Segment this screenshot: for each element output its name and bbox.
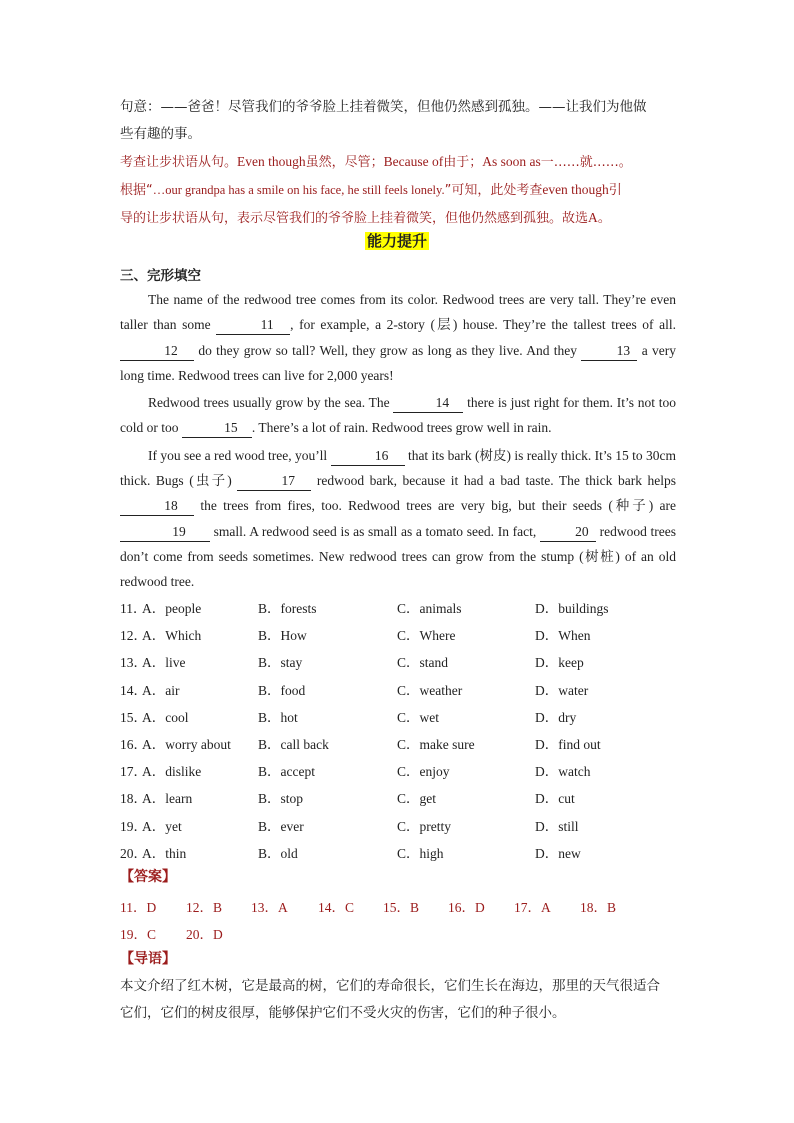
answer-item: 14．C: [318, 900, 355, 915]
option-a[interactable]: A．worry about: [142, 737, 231, 752]
option-row: [120, 787, 680, 809]
passage-text: redwood bark, because it had a bad taste. The thick bark helps: [311, 473, 676, 489]
blank-20: 20: [540, 523, 596, 542]
option-number: 19．: [120, 818, 147, 834]
explanation-text: 一……就……。: [540, 155, 632, 170]
explanation-text: 考查让步状语从句。: [120, 155, 238, 170]
passage-text: redwood trees don’t come from seeds sometimes. New redwood trees can grow from the stump (树桩) of an old redwood tree.: [120, 523, 676, 590]
translation-line: 些有趣的事。: [120, 126, 201, 142]
section-heading: [0, 230, 794, 251]
option-a[interactable]: A．dislike: [142, 764, 202, 780]
guide-text: [120, 973, 690, 1027]
option-row: [120, 815, 680, 837]
option-d[interactable]: D．watch: [535, 764, 591, 780]
cloze-passage: [120, 287, 676, 595]
blank-12: 12: [120, 342, 194, 361]
option-b[interactable]: B．old: [258, 845, 298, 861]
option-d[interactable]: D．buildings: [535, 601, 609, 616]
option-a[interactable]: A．people: [142, 601, 202, 616]
explanation-text: Even though: [237, 154, 306, 169]
passage-text: a very long time. Redwood trees can live for 2,000 years!: [120, 342, 676, 383]
translation-line: 句意：——爸爸！尽管我们的爷爷脸上挂着微笑，但他仍然感到孤独。——让我们为他做: [120, 99, 647, 115]
option-number: 13．: [120, 655, 147, 671]
option-d[interactable]: D．dry: [535, 709, 577, 725]
passage-text: do they grow so tall? Well, they grow as long as they live. And they: [194, 342, 582, 358]
option-d[interactable]: D．water: [535, 682, 589, 698]
option-c[interactable]: C．wet: [397, 709, 439, 725]
answer-item: 11．D: [120, 900, 157, 915]
passage-text: the trees from fires, too. Redwood trees are very big, but their seeds (种子) are: [194, 498, 676, 514]
answer-item: 18．B: [580, 900, 617, 915]
option-number: 14．: [120, 682, 147, 698]
option-number: 15．: [120, 709, 147, 725]
option-a[interactable]: A．cool: [142, 709, 189, 725]
explanation-text: 引: [608, 183, 622, 198]
explanation-text: A。: [588, 210, 612, 225]
blank-19: 19: [120, 523, 210, 542]
explanation-text: As soon as: [482, 154, 541, 169]
explanation-text: Because of: [383, 154, 444, 169]
explanation-text: even though: [542, 182, 609, 197]
passage-text: The name of the redwood tree comes from its color. Redwood trees are very tall. They’re even taller than some: [120, 292, 676, 333]
passage-text: If you see a red wood tree, you’ll: [148, 447, 331, 463]
option-c[interactable]: C．weather: [397, 682, 463, 698]
option-row: [120, 597, 680, 619]
blank-18: 18: [120, 497, 194, 516]
option-c[interactable]: C．enjoy: [397, 764, 450, 780]
section-title: 三、完形填空: [120, 268, 201, 284]
option-a[interactable]: A．thin: [142, 845, 187, 861]
passage-paragraph: [120, 287, 676, 388]
option-b[interactable]: B．call back: [258, 737, 329, 752]
option-number: 17．: [120, 764, 147, 780]
passage-text: Redwood trees usually grow by the sea. The: [148, 395, 394, 411]
option-b[interactable]: B．hot: [258, 709, 298, 725]
answer-item: 20．D: [186, 927, 223, 942]
option-row: [120, 706, 680, 728]
answer-explanation: [120, 148, 690, 232]
passage-text: that its bark (树皮) is really thick. It’s 15 to 30cm thick. Bugs (虫子): [120, 447, 677, 489]
option-row: [120, 760, 680, 782]
answer-item: 12．B: [186, 900, 223, 915]
option-c[interactable]: C．Where: [397, 628, 456, 644]
passage-text: small. A redwood seed is as small as a tomato seed. In fact,: [210, 523, 540, 539]
option-row: [120, 651, 680, 673]
option-number: 16．: [120, 737, 147, 752]
blank-16: 16: [331, 447, 405, 466]
option-b[interactable]: B．forests: [258, 601, 317, 616]
option-b[interactable]: B．food: [258, 682, 306, 698]
passage-text: . There’s a lot of rain. Redwood trees grow well in rain.: [251, 420, 552, 436]
option-b[interactable]: B．stay: [258, 655, 303, 671]
option-c[interactable]: C．get: [397, 791, 436, 807]
option-d[interactable]: D．still: [535, 818, 579, 834]
option-c[interactable]: C．make sure: [397, 737, 475, 752]
blank-11: 11: [216, 316, 290, 335]
option-c[interactable]: C．animals: [397, 601, 462, 616]
guide-line: 它们，它们的树皮很厚，能够保护它们不受火灾的伤害，它们的种子很小。: [120, 1005, 566, 1021]
blank-14: 14: [393, 394, 463, 413]
option-row: [120, 733, 680, 755]
option-a[interactable]: A．yet: [142, 818, 182, 834]
option-a[interactable]: A．learn: [142, 791, 193, 807]
blank-15: 15: [182, 419, 252, 438]
option-number: 11．: [120, 601, 147, 616]
option-b[interactable]: B．accept: [258, 764, 315, 780]
answer-item: 15．B: [383, 900, 420, 915]
option-row: [120, 842, 680, 864]
option-a[interactable]: A．live: [142, 655, 186, 671]
option-d[interactable]: D．keep: [535, 655, 584, 671]
option-d[interactable]: D．find out: [535, 737, 601, 752]
explanation-text: 由于；: [443, 155, 483, 170]
option-b[interactable]: B．ever: [258, 818, 304, 834]
option-d[interactable]: D．When: [535, 628, 591, 644]
option-d[interactable]: D．new: [535, 845, 581, 861]
explanation-text: ”可知，此处考查: [444, 183, 543, 198]
passage-paragraph: [120, 390, 676, 441]
answer-item: 19．C: [120, 927, 157, 942]
option-c[interactable]: C．pretty: [397, 818, 451, 834]
answer-item: 13．A: [251, 900, 288, 915]
option-number: 18．: [120, 791, 147, 807]
blank-17: 17: [237, 472, 311, 491]
option-d[interactable]: D．cut: [535, 791, 575, 807]
option-number: 12．: [120, 628, 147, 644]
answer-label: 【答案】: [120, 869, 176, 885]
option-b[interactable]: B．stop: [258, 791, 304, 807]
option-c[interactable]: C．stand: [397, 655, 449, 671]
passage-paragraph: [120, 443, 676, 595]
option-c[interactable]: C．high: [397, 845, 444, 861]
explanation-text: 虽然，尽管；: [305, 155, 384, 170]
passage-text: , for example, a 2-story (层) house. They’re the tallest trees of all.: [290, 317, 676, 333]
passage-text: there is just right for them. It’s not too cold or too: [120, 395, 676, 436]
heading-highlight: 能力提升: [366, 232, 427, 250]
explanation-text: 导的让步状语从句，表示尽管我们的爷爷脸上挂着微笑，但他仍然感到孤独。故选: [120, 211, 589, 226]
option-a[interactable]: A．air: [142, 682, 180, 698]
option-row: [120, 679, 680, 701]
guide-label: 【导语】: [120, 951, 176, 967]
option-a[interactable]: A．Which: [142, 628, 202, 644]
answer-item: 16．D: [448, 900, 485, 915]
blank-13: 13: [581, 342, 637, 361]
explanation-text: 根据“: [120, 183, 153, 198]
answer-item: 17．A: [514, 900, 551, 915]
option-row: [120, 624, 680, 646]
sentence-translation: [120, 94, 676, 148]
guide-line: 本文介绍了红木树，它是最高的树，它们的寿命很长，它们生长在海边，那里的天气很适合: [120, 978, 660, 994]
option-b[interactable]: B．How: [258, 628, 307, 644]
explanation-quote: …our grandpa has a smile on his face, he still feels lonely.: [152, 183, 445, 197]
option-number: 20．: [120, 845, 147, 861]
